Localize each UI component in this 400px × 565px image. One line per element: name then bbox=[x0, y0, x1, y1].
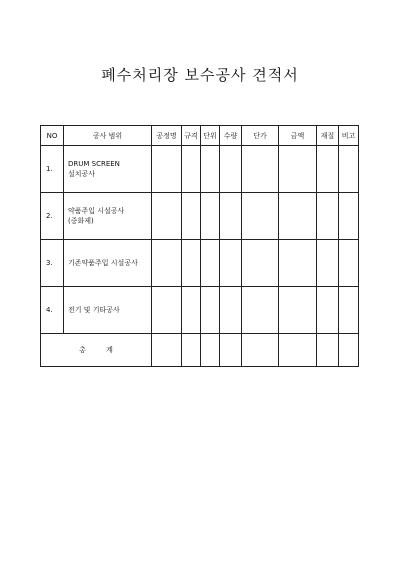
work-item-line: 약품주입 시설공사 bbox=[68, 207, 125, 215]
process-cell bbox=[152, 334, 182, 367]
work-item-cell bbox=[64, 287, 152, 334]
remarks-cell bbox=[339, 146, 359, 193]
unit-cell bbox=[201, 240, 220, 287]
work-item-cell bbox=[64, 240, 152, 287]
remarks-cell bbox=[339, 240, 359, 287]
row-number: 2. bbox=[41, 193, 64, 240]
work-item-line: DRUM SCREEN bbox=[68, 160, 120, 168]
total-label: 총 계 bbox=[41, 334, 152, 367]
header-unit: 단위 bbox=[201, 126, 220, 146]
material-cell bbox=[317, 287, 339, 334]
remarks-cell bbox=[339, 193, 359, 240]
table-row bbox=[41, 193, 359, 240]
header-material: 재질 bbox=[317, 126, 339, 146]
total-row bbox=[41, 334, 359, 367]
work-item-line: 설치공사 bbox=[68, 170, 96, 178]
work-item-line: 전기 및 기타공사 bbox=[68, 306, 120, 314]
work-item-cell bbox=[64, 193, 152, 240]
unit-price-cell bbox=[242, 240, 279, 287]
table-row bbox=[41, 240, 359, 287]
total-amount-cell bbox=[279, 334, 317, 367]
spec-cell bbox=[182, 240, 201, 287]
material-cell bbox=[317, 240, 339, 287]
process-cell bbox=[152, 193, 182, 240]
header-unit-price: 단가 bbox=[242, 126, 279, 146]
header-amount: 금액 bbox=[279, 126, 317, 146]
header-process: 공정명 bbox=[152, 126, 182, 146]
header-remarks: 비고 bbox=[339, 126, 359, 146]
remarks-cell bbox=[339, 334, 359, 367]
unit-cell bbox=[201, 193, 220, 240]
amount-cell bbox=[279, 146, 317, 193]
unit-price-cell bbox=[242, 334, 279, 367]
amount-cell bbox=[279, 193, 317, 240]
work-item-cell bbox=[64, 146, 152, 193]
table-row bbox=[41, 146, 359, 193]
amount-cell bbox=[279, 240, 317, 287]
row-number: 1. bbox=[41, 146, 64, 193]
process-cell bbox=[152, 146, 182, 193]
quantity-cell bbox=[220, 240, 242, 287]
spec-cell bbox=[182, 193, 201, 240]
row-number: 3. bbox=[41, 240, 64, 287]
header-item: 공사 범위 bbox=[64, 126, 152, 146]
quantity-cell bbox=[220, 193, 242, 240]
material-cell bbox=[317, 334, 339, 367]
unit-price-cell bbox=[242, 287, 279, 334]
header-quantity: 수량 bbox=[220, 126, 242, 146]
amount-cell bbox=[279, 287, 317, 334]
remarks-cell bbox=[339, 287, 359, 334]
quantity-cell bbox=[220, 334, 242, 367]
quantity-cell bbox=[220, 146, 242, 193]
material-cell bbox=[317, 146, 339, 193]
header-no: NO bbox=[41, 126, 64, 146]
table-header-row bbox=[41, 126, 359, 146]
spec-cell bbox=[182, 334, 201, 367]
estimate-table bbox=[40, 125, 359, 367]
document-title: 폐수처리장 보수공사 견적서 bbox=[101, 66, 299, 84]
unit-cell bbox=[201, 287, 220, 334]
unit-cell bbox=[201, 146, 220, 193]
work-item-line: (중화제) bbox=[68, 217, 94, 225]
header-spec: 규격 bbox=[182, 126, 201, 146]
unit-cell bbox=[201, 334, 220, 367]
quantity-cell bbox=[220, 287, 242, 334]
spec-cell bbox=[182, 146, 201, 193]
unit-price-cell bbox=[242, 193, 279, 240]
process-cell bbox=[152, 287, 182, 334]
table-row bbox=[41, 287, 359, 334]
spec-cell bbox=[182, 287, 201, 334]
work-item-line: 기존약품주입 시설공사 bbox=[68, 259, 138, 267]
unit-price-cell bbox=[242, 146, 279, 193]
material-cell bbox=[317, 193, 339, 240]
process-cell bbox=[152, 240, 182, 287]
row-number: 4. bbox=[41, 287, 64, 334]
